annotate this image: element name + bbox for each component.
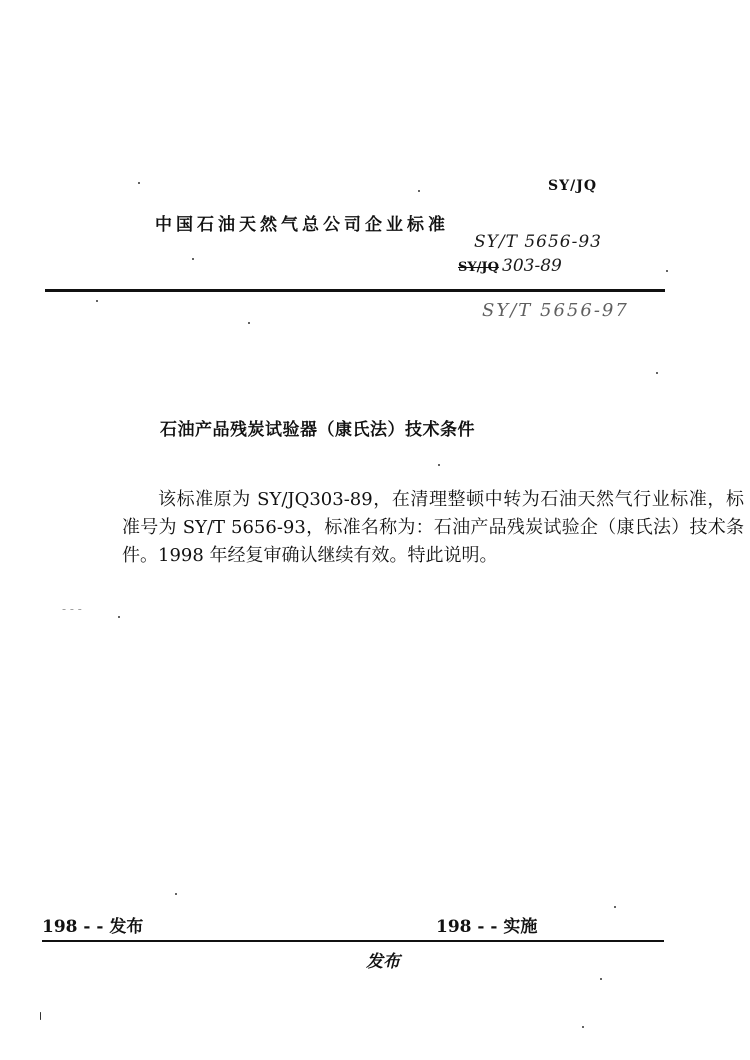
header-rule xyxy=(45,289,665,292)
scan-speck xyxy=(582,1026,584,1028)
doc-code-top: SY/JQ xyxy=(548,178,598,194)
document-title: 石油产品残炭试验器（康氏法）技术条件 xyxy=(160,420,475,440)
scan-speck xyxy=(192,258,194,260)
scan-speck xyxy=(438,464,440,466)
issue-date: 198 - - 发布 xyxy=(42,917,144,937)
handwritten-old-number: 303-89 xyxy=(502,256,562,276)
publisher-line: 发布 xyxy=(366,952,400,972)
footer-rule xyxy=(42,940,664,942)
scan-speck xyxy=(40,1012,41,1020)
printed-old-prefix: SY/JQ xyxy=(458,260,499,275)
scan-speck xyxy=(656,372,658,374)
organization-heading: 中国石油天然气总公司企业标准 xyxy=(155,215,449,235)
scan-speck xyxy=(118,616,120,618)
handwritten-new-number: SY/T 5656-93 xyxy=(474,232,602,252)
faint-handwriting: SY/T 5656-97 xyxy=(482,300,629,321)
effective-date: 198 - - 实施 xyxy=(436,917,538,937)
scan-mark: - - - xyxy=(62,602,82,616)
scan-speck xyxy=(96,300,98,302)
scan-speck xyxy=(175,893,177,895)
scan-speck xyxy=(614,906,616,908)
body-paragraph: 该标准原为 SY/JQ303-89，在清理整顿中转为石油天然气行业标准，标准号为 SY/T 5656-93，标准名称为：石油产品残炭试验企（康氏法）技术条件。1998 年经复审确认继续有效。特此说明。 xyxy=(122,489,744,566)
scan-speck xyxy=(600,978,602,980)
scan-speck xyxy=(666,270,668,272)
scan-speck xyxy=(418,190,420,192)
scan-speck xyxy=(248,322,250,324)
scan-speck xyxy=(138,182,140,184)
